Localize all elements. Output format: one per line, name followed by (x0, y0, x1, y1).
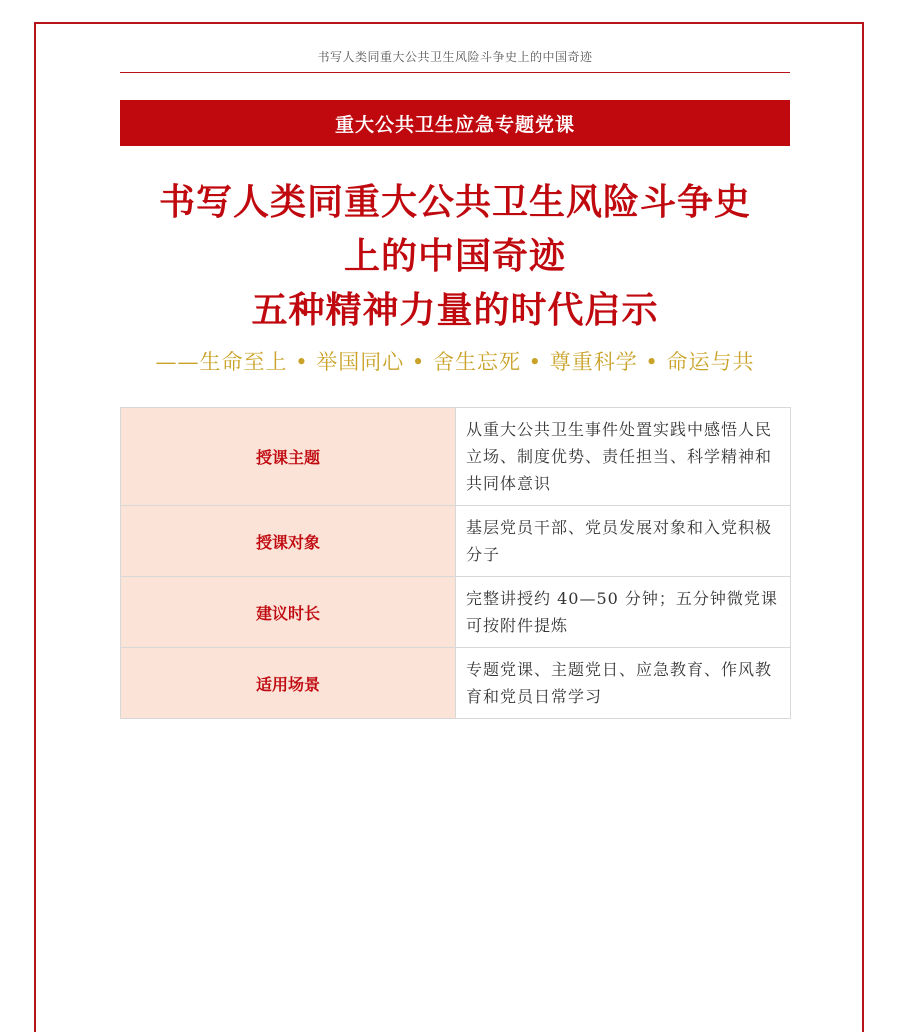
row-value: 专题党课、主题党日、应急教育、作风教育和党员日常学习 (456, 648, 791, 719)
course-info-table (120, 407, 791, 719)
row-value: 从重大公共卫生事件处置实践中感悟人民立场、制度优势、责任担当、科学精神和共同体意识 (456, 408, 791, 506)
row-value: 基层党员干部、党员发展对象和入党积极分子 (456, 506, 791, 577)
table-row (121, 408, 791, 506)
title-line-2: 上的中国奇迹 (343, 236, 566, 277)
row-value: 完整讲授约 40—50 分钟；五分钟微党课可按附件提炼 (456, 577, 791, 648)
table-row (121, 648, 791, 719)
table-row (121, 506, 791, 577)
section-banner: 重大公共卫生应急专题党课 (120, 100, 790, 146)
running-header: 书写人类同重大公共卫生风险斗争史上的中国奇迹 (317, 50, 593, 64)
header-rule (120, 72, 790, 73)
row-label: 适用场景 (121, 648, 456, 719)
table-row (121, 577, 791, 648)
title-line-1: 书写人类同重大公共卫生风险斗争史 (158, 182, 751, 223)
document-title (110, 176, 800, 338)
title-line-3: 五种精神力量的时代启示 (251, 290, 659, 331)
row-label: 授课主题 (121, 408, 456, 506)
row-label: 建议时长 (121, 577, 456, 648)
row-label: 授课对象 (121, 506, 456, 577)
subtitle: ——生命至上 • 举国同心 • 舍生忘死 • 尊重科学 • 命运与共 (155, 350, 755, 374)
